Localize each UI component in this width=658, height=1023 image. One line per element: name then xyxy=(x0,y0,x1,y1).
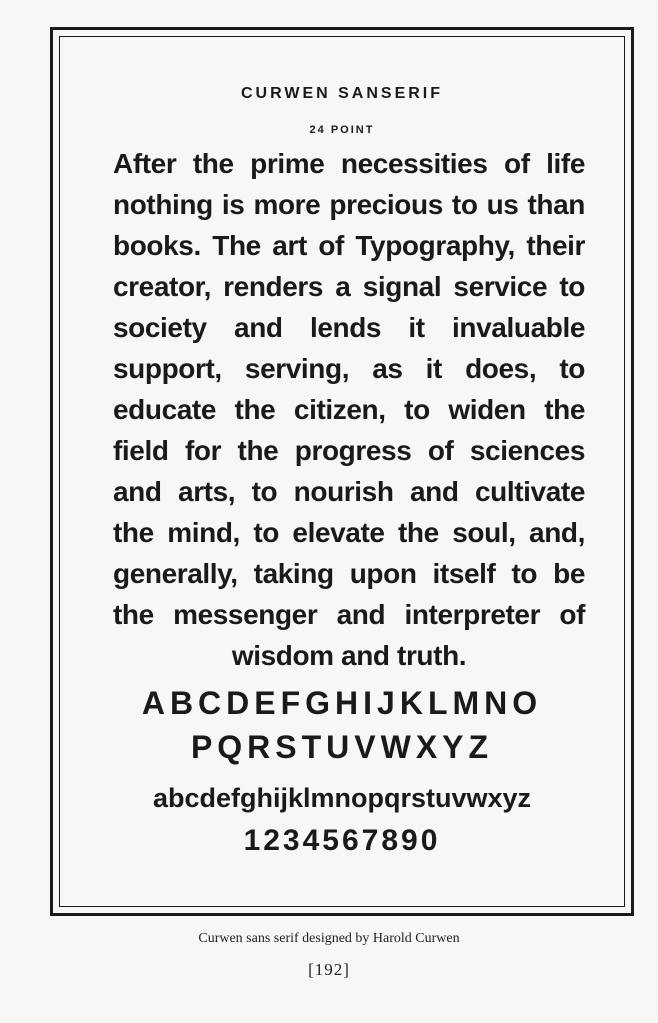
specimen-paragraph: After the prime necessities of life nothing is more precious to us than books. The art of Typography, their creator, renders a signal service to society and lends it invaluable support, serving, as it does, to educate the citizen, to widen the field for the progress of sciences and arts, to nourish and cultivate the mind, to elevate the soul, and, generally, taking upon itself to be the messenger and interpreter of wisdom and truth. xyxy=(113,148,585,671)
uppercase-alphabet-line-1: ABCDEFGHIJKLMNO xyxy=(141,685,543,721)
numerals: 1234567890 xyxy=(243,824,441,857)
figure-caption: Curwen sans serif designed by Harold Curwen xyxy=(198,931,460,946)
uppercase-alphabet-line-2: PQRSTUVWXYZ xyxy=(190,729,494,765)
specimen-title: CURWEN SANSERIF xyxy=(240,85,444,102)
lowercase-alphabet: abcdefghijklmnopqrstuvwxyz xyxy=(152,783,532,813)
specimen-border-outer xyxy=(50,27,634,916)
specimen-border-inner xyxy=(59,36,625,907)
page-number: [192] xyxy=(308,960,350,979)
specimen-point-size: 24 POINT xyxy=(309,124,375,136)
